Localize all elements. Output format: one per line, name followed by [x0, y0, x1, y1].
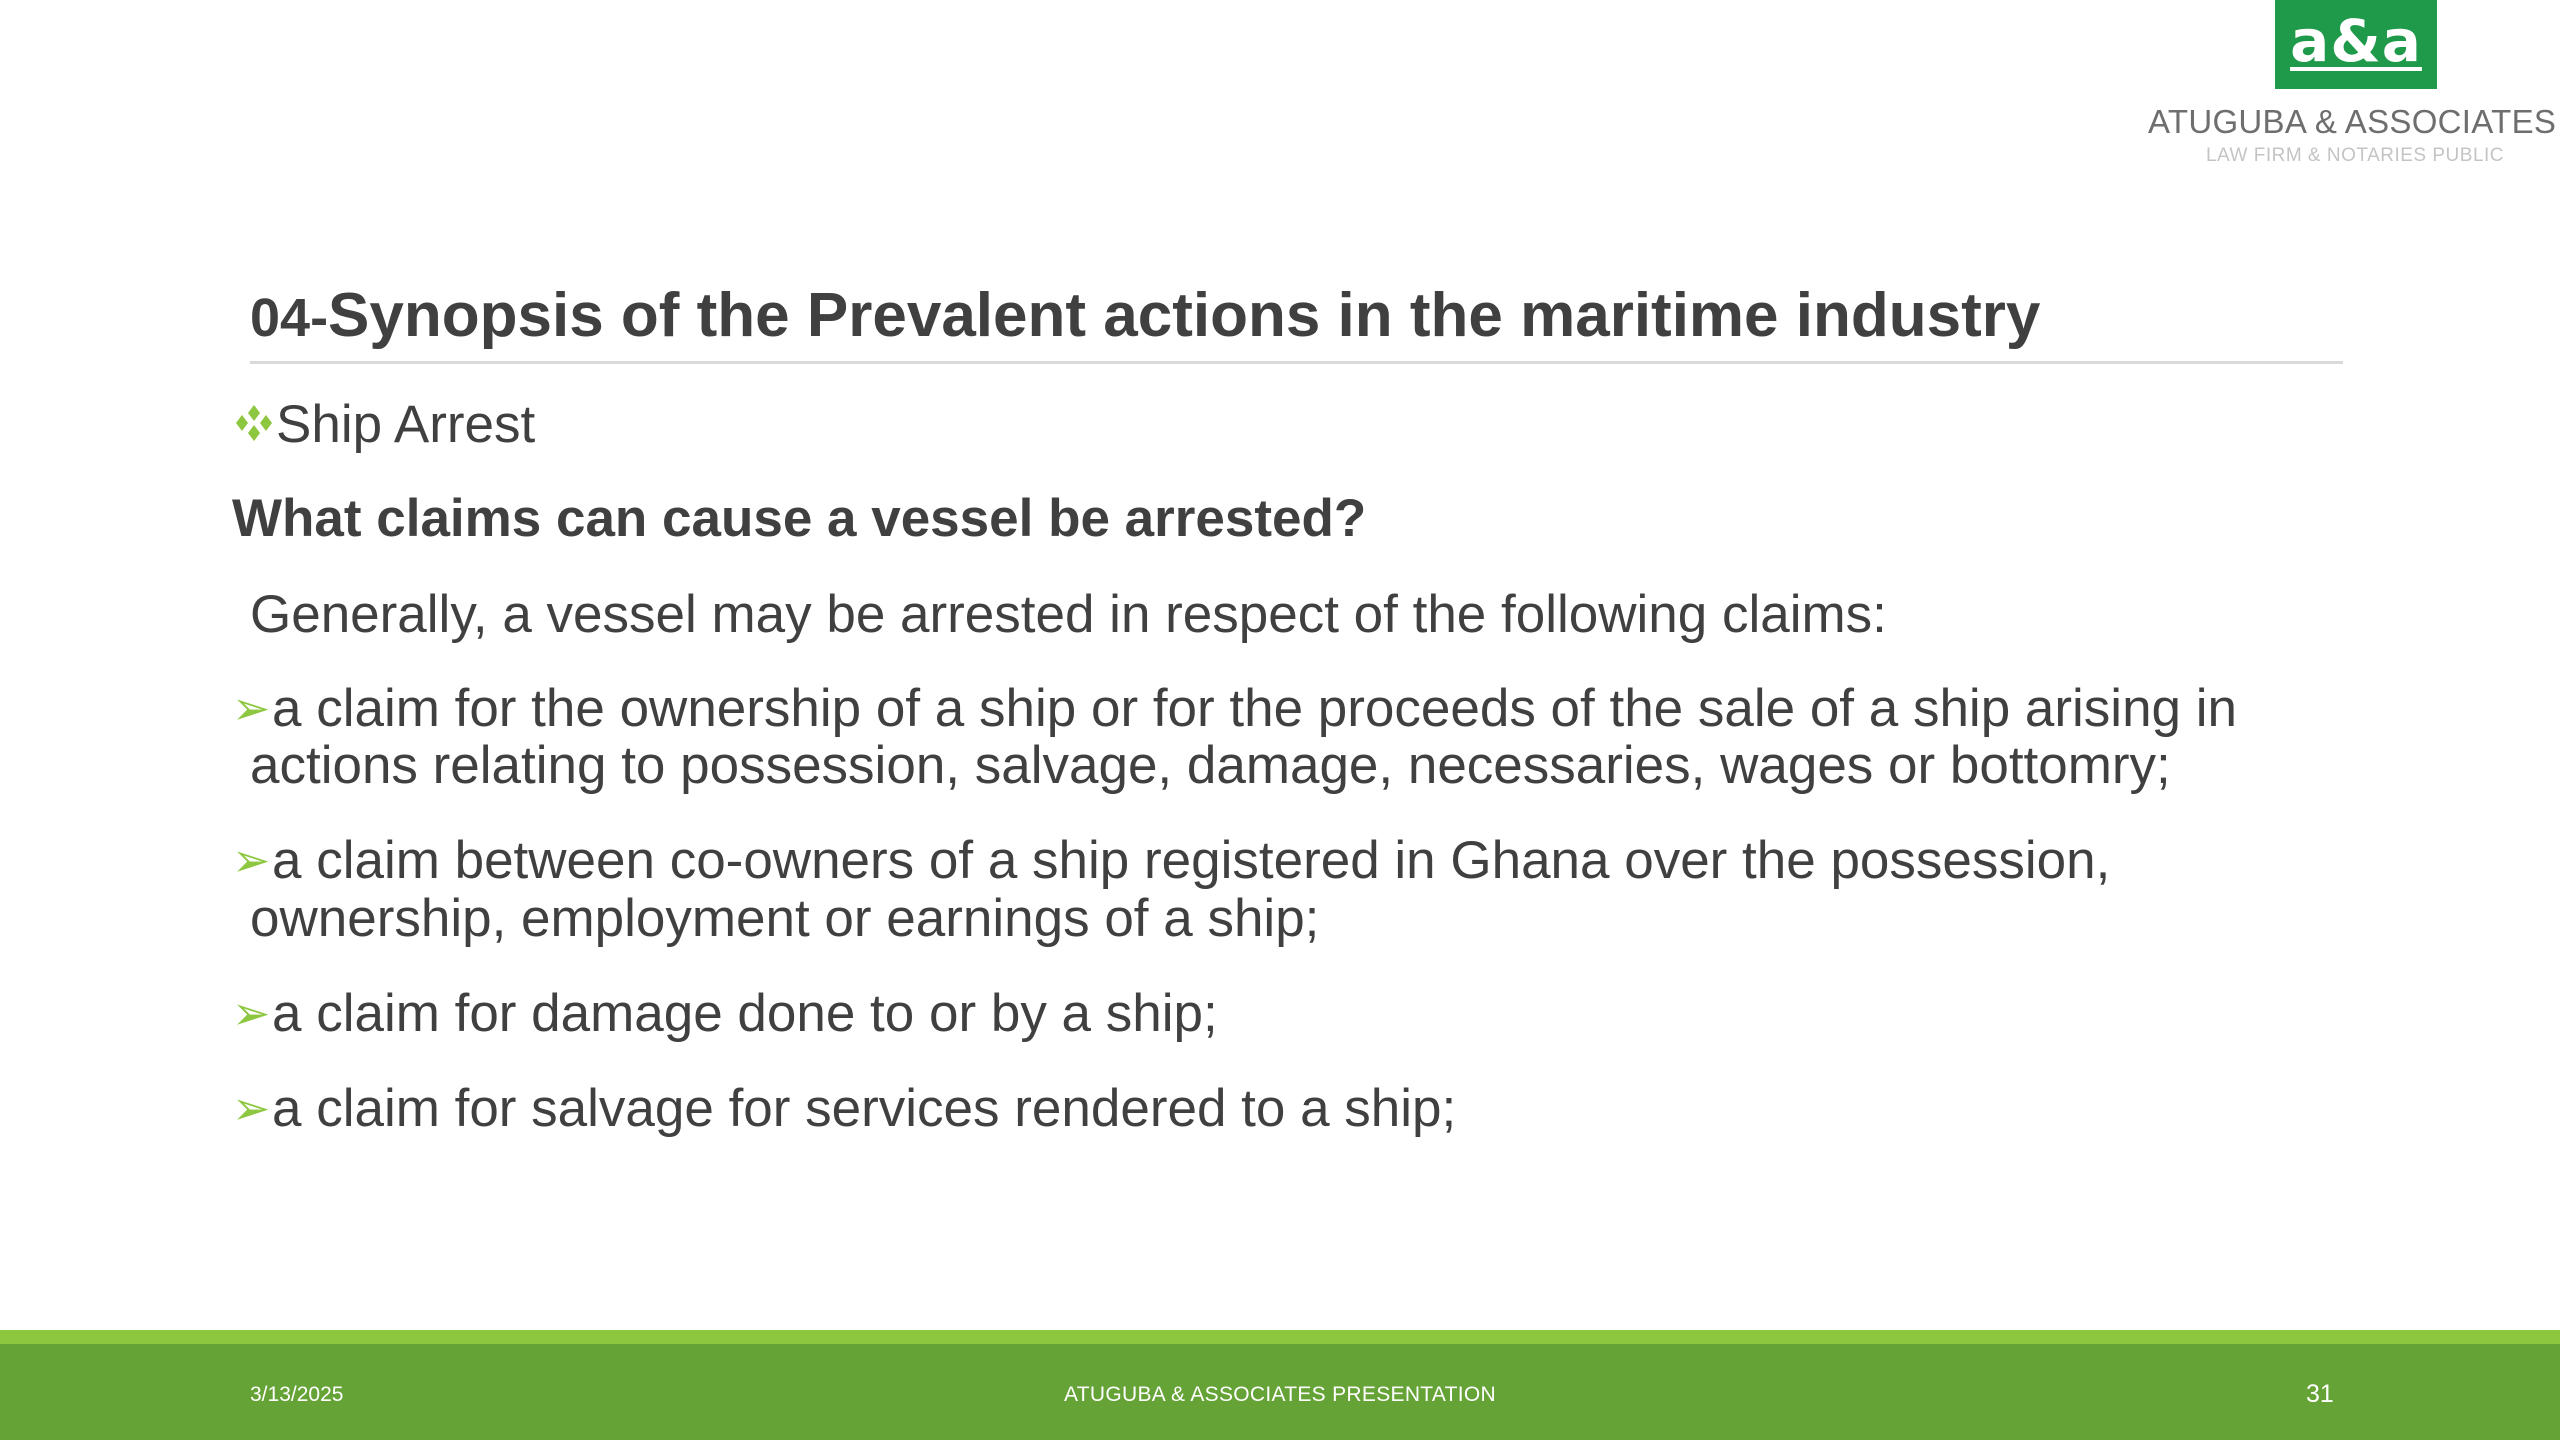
- footer-date: 3/13/2025: [250, 1383, 344, 1406]
- topic-line: [232, 394, 535, 455]
- list-item: [232, 983, 1218, 1044]
- slide-number: 31: [2306, 1380, 2334, 1408]
- title-number: 04-: [250, 288, 329, 348]
- arrowhead-icon: ➢: [232, 834, 271, 886]
- list-item: [232, 678, 2237, 739]
- arrowhead-icon: ➢: [232, 1082, 271, 1134]
- topic-text: Ship Arrest: [276, 395, 536, 454]
- footer-accent-band: [0, 1330, 2560, 1344]
- footer-title: ATUGUBA & ASSOCIATES PRESENTATION: [1064, 1383, 1496, 1406]
- question-heading: What claims can cause a vessel be arrested?: [232, 489, 1367, 548]
- firm-name: ATUGUBA & ASSOCIATES: [2148, 103, 2557, 140]
- title-divider: [250, 361, 2343, 364]
- title-text: Synopsis of the Prevalent actions in the maritime industry: [328, 281, 2041, 350]
- list-item-text: a claim for damage done to or by a ship;: [272, 984, 1218, 1043]
- arrowhead-icon: ➢: [232, 682, 271, 734]
- firm-tagline: LAW FIRM & NOTARIES PUBLIC: [2205, 145, 2505, 166]
- list-item-text: a claim for the ownership of a ship or for the proceeds of the sale of a ship arising in: [272, 679, 2238, 738]
- list-item-continuation: ownership, employment or earnings of a ship;: [250, 889, 1320, 948]
- intro-text: Generally, a vessel may be arrested in respect of the following claims:: [250, 585, 1887, 644]
- list-item: [232, 830, 2110, 891]
- arrowhead-icon: ➢: [232, 987, 271, 1039]
- list-item-continuation: actions relating to possession, salvage, damage, necessaries, wages or bottomry;: [250, 736, 2171, 795]
- slide-title: [250, 280, 2350, 351]
- list-item: [232, 1078, 1456, 1139]
- logo-badge: [2275, 0, 2437, 89]
- four-diamond-icon: [232, 397, 276, 441]
- list-item-text: a claim between co-owners of a ship registered in Ghana over the possession,: [272, 831, 2111, 890]
- logo-mark: a&a: [2290, 6, 2422, 75]
- list-item-text: a claim for salvage for services rendered to a ship;: [272, 1079, 1457, 1138]
